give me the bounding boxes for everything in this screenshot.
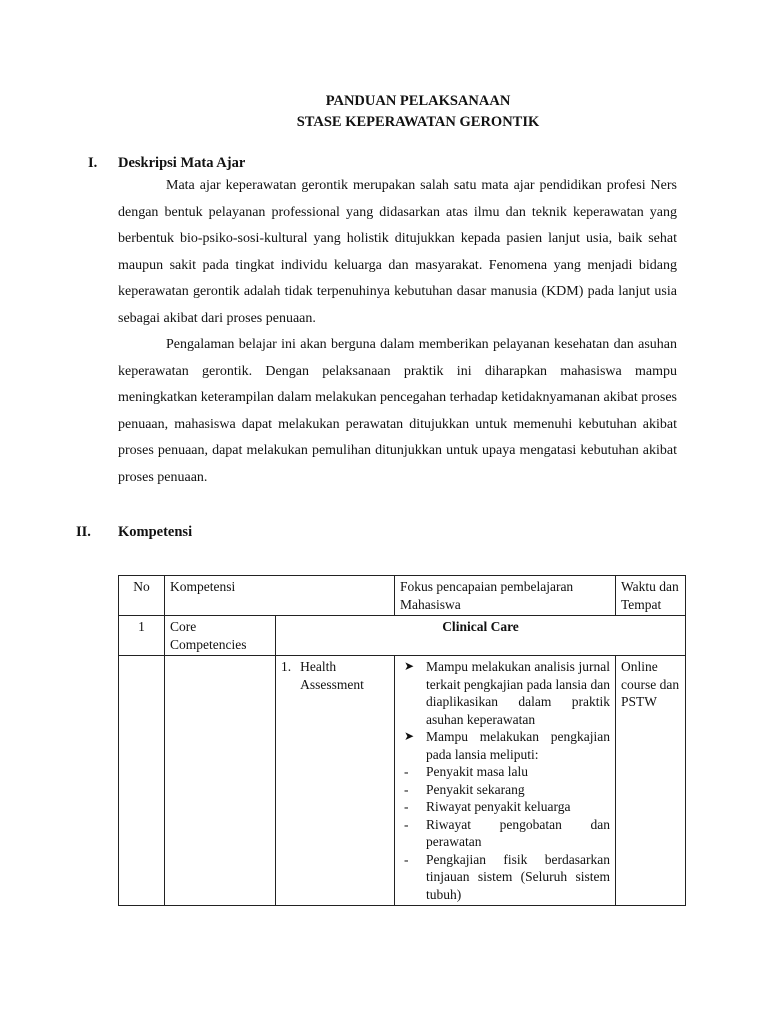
section1-title: Deskripsi Mata Ajar xyxy=(118,155,246,171)
fokus-list xyxy=(400,658,610,903)
table-row xyxy=(119,616,686,656)
list-item: - Riwayat pengobatan dan perawatan xyxy=(404,816,610,849)
header-kompetensi: Kompetensi xyxy=(165,576,395,616)
row2-sub-competency xyxy=(276,656,395,906)
section2-title: Kompetensi xyxy=(118,524,193,540)
header-no: No xyxy=(119,576,165,616)
table-header-row xyxy=(119,576,686,616)
list-item: ➤ Mampu melakukan pengkajian pada lansia meliputi: xyxy=(404,729,610,762)
dash-bullet: - xyxy=(404,781,409,797)
list-item: - Riwayat penyakit keluarga xyxy=(404,799,571,814)
dash-bullet: - xyxy=(404,799,409,814)
dash-bullet: - xyxy=(404,816,409,832)
list-item: - Penyakit sekarang xyxy=(404,781,525,797)
row1-group-clinical-care: Clinical Care xyxy=(276,616,686,656)
dash-bullet: - xyxy=(404,764,409,779)
row2-fokus xyxy=(395,656,616,906)
list-item: - Pengkajian fisik berdasarkan tinjauan sistem (Seluruh sistem tubuh) xyxy=(404,851,610,902)
list-item: - Penyakit masa lalu xyxy=(404,764,528,779)
sub-competency-number: 1. xyxy=(281,659,292,674)
row1-no: 1 xyxy=(119,616,165,656)
sub-competency-label: Health Assessment xyxy=(300,659,364,692)
row2-no-empty xyxy=(119,656,165,906)
header-waktu: Waktu dan Tempat xyxy=(616,576,686,616)
section1-paragraph2: Pengalaman belajar ini akan berguna dalam memberikan pelayanan kesehatan dan asuhan keperawatan gerontik. Dengan pelaksanaan praktik ini diharapkan mahasiswa mampu meningkatkan keterampilan dalam melakukan pencegahan terhadap ketidaknyamanan akibat proses penuaan, mahasiswa dapat melakukan perawatan ditujukkan untuk memenuhi kebutuhan akibat proses penuaan, dapat melakukan pemulihan ditunjukkan untuk upaya mengatasi kebutuhan akibat proses penuaan. xyxy=(118,337,677,485)
list-item: ➤ Mampu melakukan analisis jurnal terkait pengkajian pada lansia dan diaplikasikan dalam praktik asuhan keperawatan xyxy=(404,659,610,727)
competency-table xyxy=(118,575,686,906)
arrow-bullet-icon: ➤ xyxy=(404,659,415,673)
table-row xyxy=(119,656,686,906)
section1-paragraph1: Mata ajar keperawatan gerontik merupakan salah satu mata ajar pendidikan profesi Ners dengan bentuk pelayanan professional yang didasarkan atas ilmu dan teknik keperawatan yang berbentuk bio-psiko-sosi-kultural yang holistik ditujukkan kepada pasien lanjut usia, baik sehat maupun sakit pada tingkat individu keluarga dan masyarakat. Fenomena yang menjadi bidang keperawatan gerontik adalah tidak terpenuhinya kebutuhan dasar manusia (KDM) pada lanjut usia sebagai akibat dari proses penuaan. xyxy=(118,178,677,326)
row2-kompetensi-empty xyxy=(165,656,276,906)
header-fokus: Fokus pencapaian pembelajaran Mahasiswa xyxy=(395,576,616,616)
section2-number: II. xyxy=(76,524,91,540)
row2-waktu: Online course dan PSTW xyxy=(616,656,686,906)
section1-number: I. xyxy=(88,155,98,171)
doc-title-line1: PANDUAN PELAKSANAAN xyxy=(325,93,511,109)
arrow-bullet-icon: ➤ xyxy=(404,729,415,743)
doc-title-line2: STASE KEPERAWATAN GERONTIK xyxy=(296,114,540,130)
dash-bullet: - xyxy=(404,851,409,867)
row1-kompetensi: Core Competencies xyxy=(165,616,276,656)
